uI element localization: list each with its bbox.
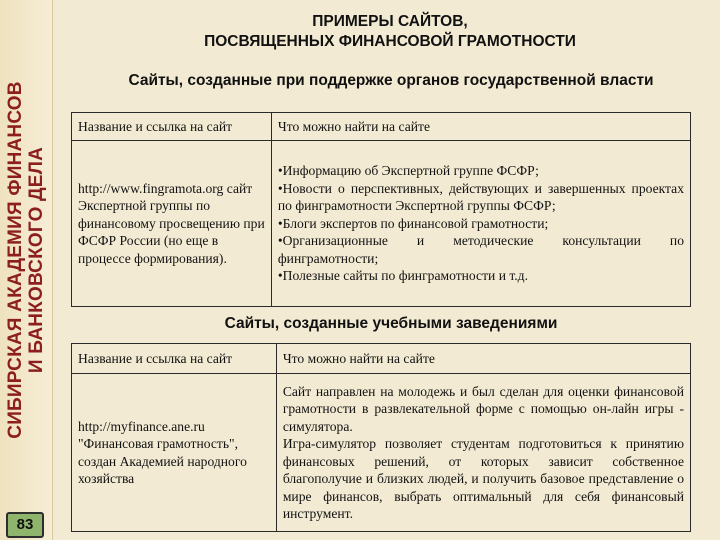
content-line: •Информацию об Экспертной группе ФСФР;	[277, 163, 539, 179]
sidebar	[0, 0, 53, 540]
col1-header: Название и ссылка на сайт	[72, 113, 272, 141]
content-line: Игра-симулятор позволяет студентам подготовиться к принятию финансовых решений, от которых зависит собственное благополучие и близких людей, и получить базовое представление о мире финансов, выбрать оптимальный для себя финансовый инструмент.	[282, 436, 684, 521]
page-title-line1: ПРИМЕРЫ САЙТОВ,	[312, 13, 468, 30]
organization-name-line1: СИБИРСКАЯ АКАДЕМИЯ ФИНАНСОВ	[5, 81, 26, 439]
section1-table	[71, 112, 691, 307]
col1-header: Название и ссылка на сайт	[72, 344, 277, 374]
organization-name-line2: И БАНКОВСКОГО ДЕЛА	[26, 146, 47, 374]
section1-heading: Сайты, созданные при поддержке органов государственной власти	[128, 72, 654, 89]
page-title-line2: ПОСВЯЩЕННЫХ ФИНАНСОВОЙ ГРАМОТНОСТИ	[204, 33, 576, 50]
content-line: •Новости о перспективных, действующих и завершенных проектах по финграмотности Экспертной группы ФСФР;	[277, 180, 684, 214]
site-description: http://myfinance.ane.ru "Финансовая грамотность", создан Академией народного хозяйства	[78, 418, 247, 486]
site-cell	[72, 374, 277, 532]
site-description: http://www.fingramota.org сайт Экспертной группы по финансовому просвещению при ФСФР России (но еще в процессе формирования).	[78, 180, 265, 266]
section2-heading: Сайты, созданные учебными заведениями	[224, 315, 558, 332]
content-line: Сайт направлен на молодежь и был сделан для оценки финансовой грамотности в развлекательной форме с помощью он-лайн игры - симулятора.	[282, 383, 684, 434]
table-header-row	[72, 113, 691, 141]
table-row	[72, 374, 691, 532]
section2-table	[71, 343, 691, 532]
col2-header: Что можно найти на сайте	[271, 113, 690, 141]
page-number: 83	[6, 512, 44, 538]
page-title	[60, 12, 720, 52]
table-header-row	[72, 344, 691, 374]
organization-name	[0, 0, 52, 530]
site-cell	[72, 141, 272, 307]
content-cell	[271, 141, 690, 307]
content-cell	[276, 374, 690, 532]
content-line: •Организационные и методические консультации по финграмотности;	[277, 233, 684, 266]
content-line: •Полезные сайты по финграмотности и т.д.	[277, 268, 528, 284]
table-row	[72, 141, 691, 307]
content-line: •Блоги экспертов по финансовой грамотности;	[277, 215, 549, 231]
col2-header: Что можно найти на сайте	[276, 344, 690, 374]
